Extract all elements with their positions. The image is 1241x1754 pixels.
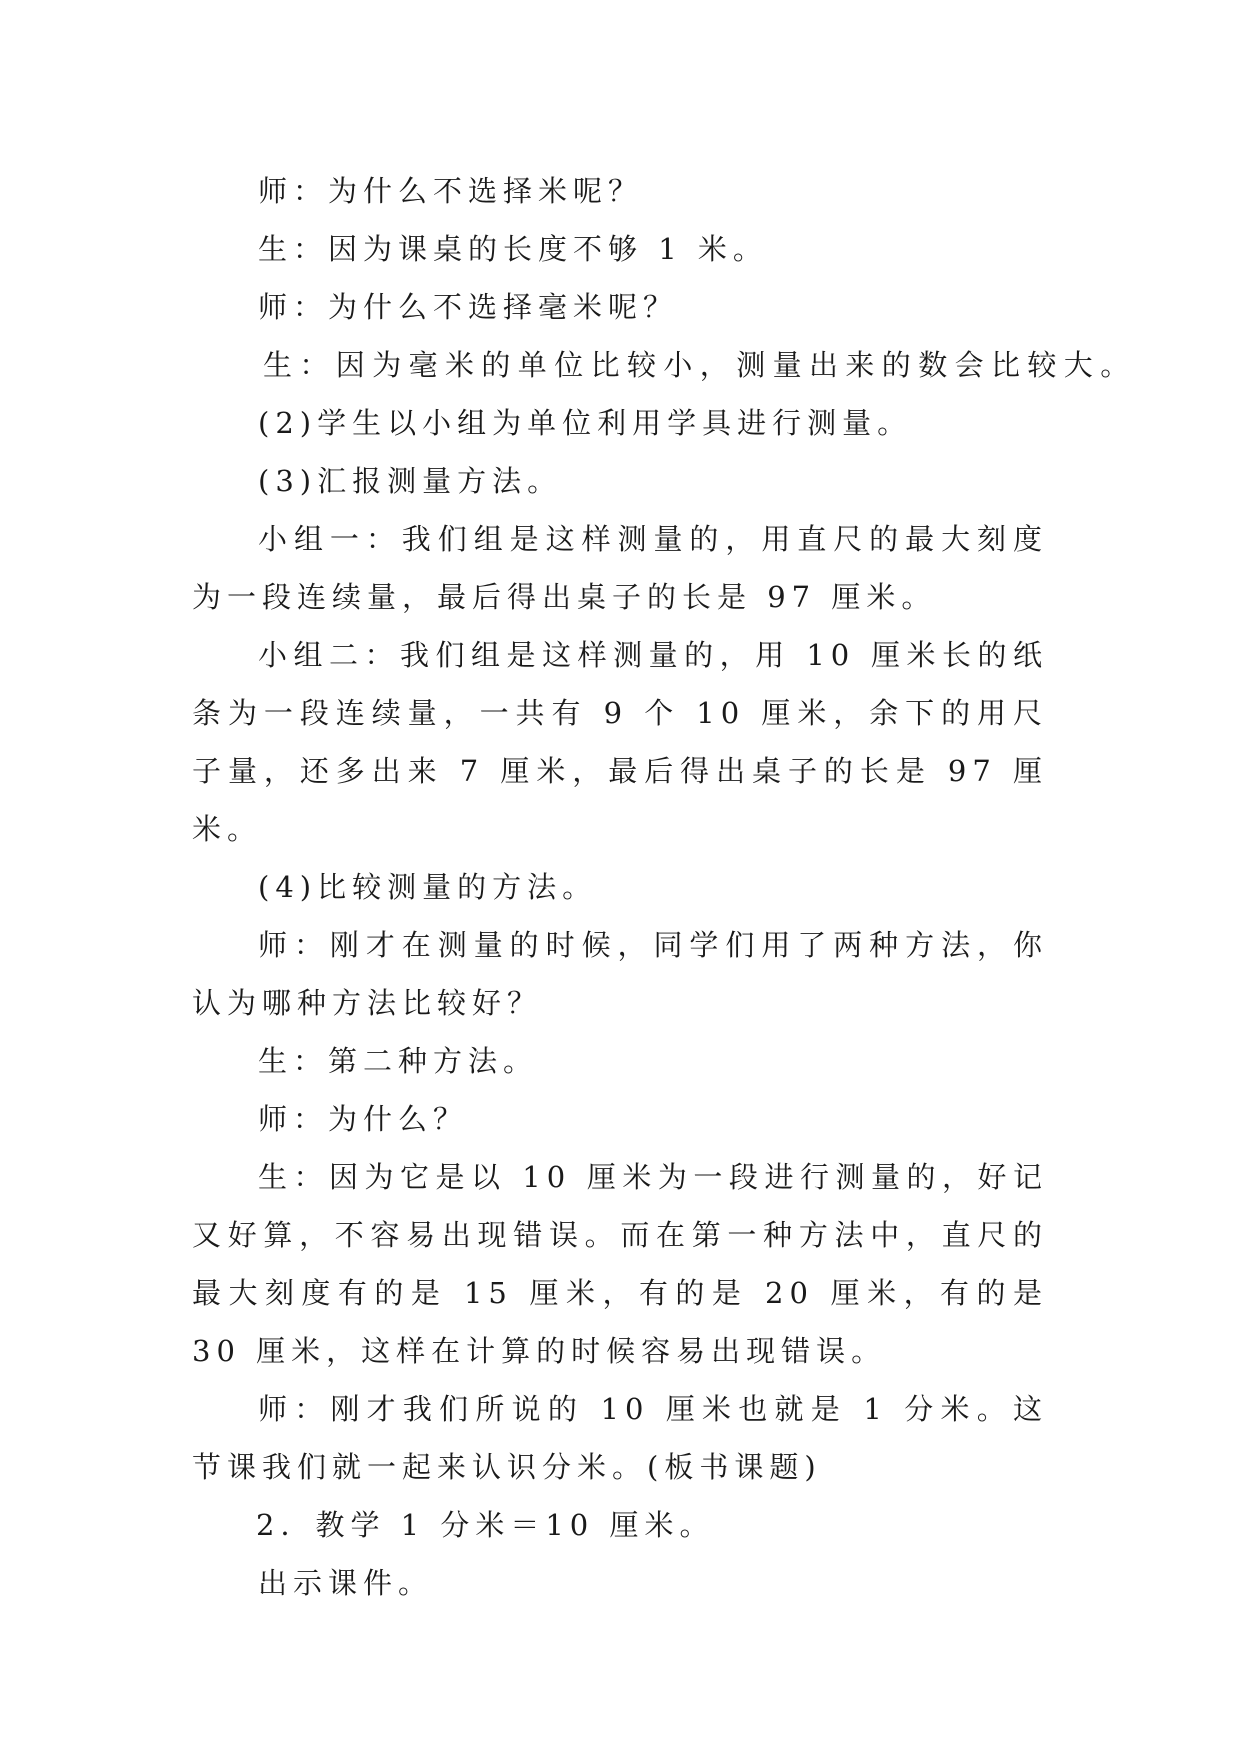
paragraph-teacher-which-method: 师：刚才在测量的时候，同学们用了两种方法，你认为哪种方法比较好？ [192,928,1048,1020]
paragraph-student-second-method: 生：第二种方法。 [258,1044,539,1078]
document-body [192,162,1137,1612]
paragraph-teacher-question-millimeter: 师：为什么不选择毫米呢？ [258,290,679,324]
paragraph-teacher-question-meter: 师：为什么不选择米呢？ [258,174,644,208]
paragraph-student-answer-meter: 生：因为课桌的长度不够 1 米。 [258,232,768,266]
paragraph-teacher-introduce-decimeter: 师：刚才我们所说的 10 厘米也就是 1 分米。这节课我们就一起来认识分米。(板书课题) [192,1392,1048,1484]
paragraph-teaching-step-two: 2．教学 1 分米＝10 厘米。 [256,1508,715,1542]
paragraph-show-courseware: 出示课件。 [258,1566,434,1600]
paragraph-step-compare-methods: (4)比较测量的方法。 [258,870,598,904]
paragraph-student-answer-millimeter: 生：因为毫米的单位比较小，测量出来的数会比较大。 [263,348,1137,382]
paragraph-group-two-report: 小组二：我们组是这样测量的，用 10 厘米长的纸条为一段连续量，一共有 9 个 10 厘米，余下的用尺子量，还多出来 7 厘米，最后得出桌子的长是 97 厘米。 [192,638,1048,846]
paragraph-student-explanation: 生：因为它是以 10 厘米为一段进行测量的，好记又好算，不容易出现错误。而在第一种方法中，直尺的最大刻度有的是 15 厘米，有的是 20 厘米，有的是 30 厘米，这样在计算的时候容易出现错误。 [192,1160,1048,1368]
paragraph-step-group-measure: (2)学生以小组为单位利用学具进行测量。 [258,406,913,440]
paragraph-group-one-report: 小组一：我们组是这样测量的，用直尺的最大刻度为一段连续量，最后得出桌子的长是 97 厘米。 [192,522,1048,614]
paragraph-teacher-why: 师：为什么？ [258,1102,469,1136]
paragraph-step-report-methods: (3)汇报测量方法。 [258,464,563,498]
